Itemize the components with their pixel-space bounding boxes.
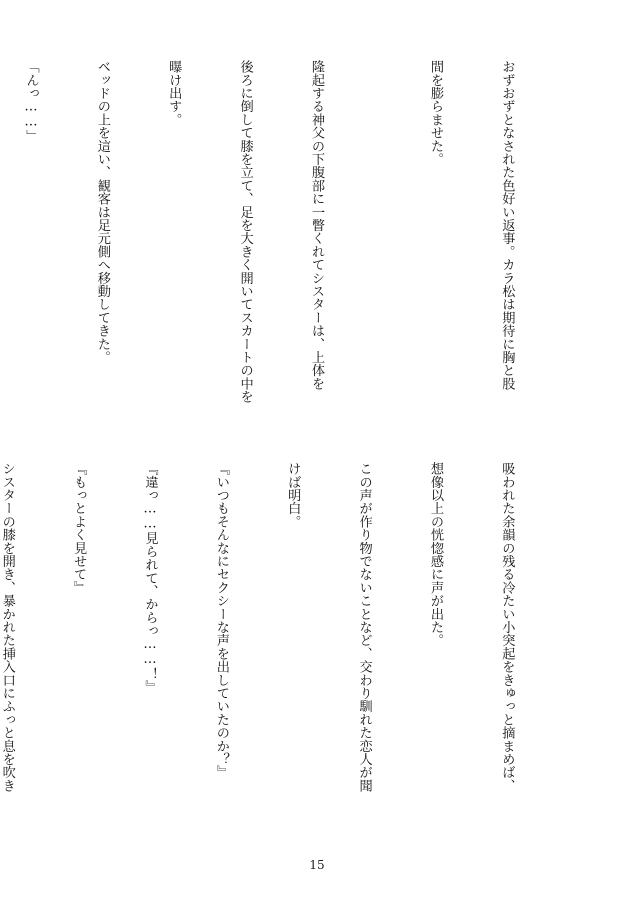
text-line: 『いつもそんなにセクシーな声を出していたのか？』 [213, 462, 229, 779]
text-line: 『もっとよく見せて』 [71, 462, 87, 594]
page-number: 15 [309, 858, 325, 872]
text-line: 隆起する神父の下腹部に一瞥くれてシスターは、上体を [309, 60, 325, 390]
text-line: 曝け出す。 [166, 60, 182, 126]
text-line: けば明白。 [285, 462, 301, 528]
text-line: 「んっ……」 [23, 60, 39, 143]
text-block-top [23, 60, 566, 446]
text-line: 後ろに倒して膝を立て、足を大きく開いてスカートの中を [237, 60, 253, 404]
text-line: この声が作り物でないことなど、交わり馴れた恋人が聞 [356, 462, 372, 792]
text-line: 想像以上の恍惚感に声が出た。 [428, 462, 444, 647]
text-line: 間を膨らませた。 [428, 60, 444, 166]
text-line: ベッドの上を這い、観客は足元側へ移動してきた。 [94, 60, 110, 364]
text-block-bottom [0, 462, 566, 848]
text-line: 『違っ……見られて、からっ……！』 [142, 462, 158, 694]
text-line: シスターの膝を開き、暴かれた挿入口にふっと息を吹き [0, 462, 15, 792]
text-line: 吸われた余韻の残る冷たい小突起をきゅっと摘まめば、 [499, 462, 515, 792]
text-line: おずおずとなされた色好い返事。カラ松は期待に胸と股 [499, 60, 515, 390]
